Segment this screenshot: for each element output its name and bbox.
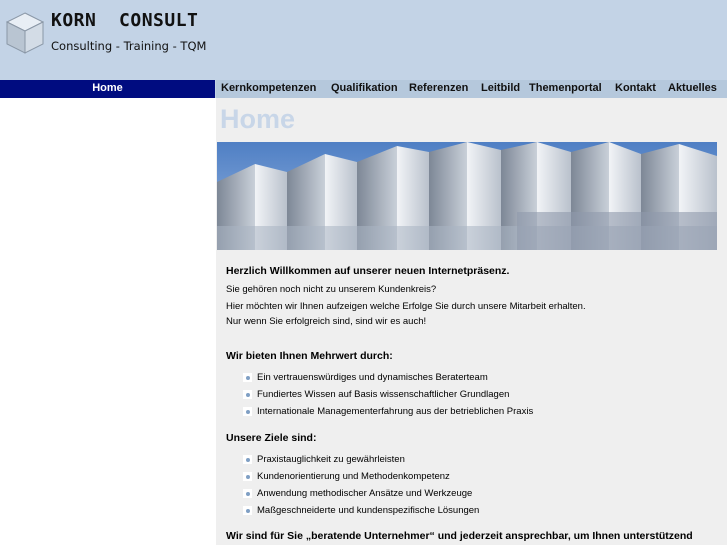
nav-kontakt[interactable]: Kontakt [615,82,656,94]
nav-home[interactable]: Home [0,80,215,98]
nav-aktuelles[interactable]: Aktuelles [668,82,717,94]
nav-qualifikation[interactable]: Qualifikation [331,82,398,94]
list-item: Anwendung methodischer Ansätze und Werkzeuge [257,488,473,499]
goals-heading: Unsere Ziele sind: [226,432,317,444]
bullet-icon [243,472,252,481]
bullet-icon [243,373,252,382]
list-item: Internationale Managementerfahrung aus der betrieblichen Praxis [257,406,534,417]
welcome-heading: Herzlich Willkommen auf unserer neuen Internetpräsenz. [226,265,510,277]
bullet-icon [243,455,252,464]
bullet-icon [243,390,252,399]
intro-line: Sie gehören noch nicht zu unserem Kundenkreis? [226,284,437,295]
bullet-icon [243,506,252,515]
sidebar [0,98,215,545]
brand-tagline: Consulting - Training - TQM [51,39,207,53]
building-banner-image [217,142,717,250]
list-item: Fundiertes Wissen auf Basis wissenschaftlicher Grundlagen [257,389,510,400]
list-item: Kundenorientierung und Methodenkompetenz [257,471,450,482]
bullet-icon [243,407,252,416]
main-nav [216,80,727,98]
intro-line: Nur wenn Sie erfolgreich sind, sind wir es auch! [226,316,427,327]
intro-line: Hier möchten wir Ihnen aufzeigen welche Erfolge Sie durch unsere Mitarbeit erhalten. [226,301,586,312]
nav-referenzen[interactable]: Referenzen [409,82,469,94]
list-item: Praxistauglichkeit zu gewährleisten [257,454,405,465]
list-item: Ein vertrauenswürdiges und dynamisches Beraterteam [257,372,488,383]
value-heading: Wir bieten Ihnen Mehrwert durch: [226,350,393,362]
site-header [0,0,727,80]
nav-leitbild[interactable]: Leitbild [481,82,521,94]
page-title: Home [220,104,296,134]
bullet-icon [243,489,252,498]
closing-text: Wir sind für Sie „beratende Unternehmer“ und jederzeit ansprechbar, um Ihnen unterstützend [226,530,693,542]
nav-themenportal[interactable]: Themenportal [529,82,602,94]
cube-logo-icon [5,11,45,55]
brand-name: KORN CONSULT [51,10,199,31]
list-item: Maßgeschneiderte und kundenspezifische Lösungen [257,505,480,516]
nav-kernkompetenzen[interactable]: Kernkompetenzen [221,82,317,94]
